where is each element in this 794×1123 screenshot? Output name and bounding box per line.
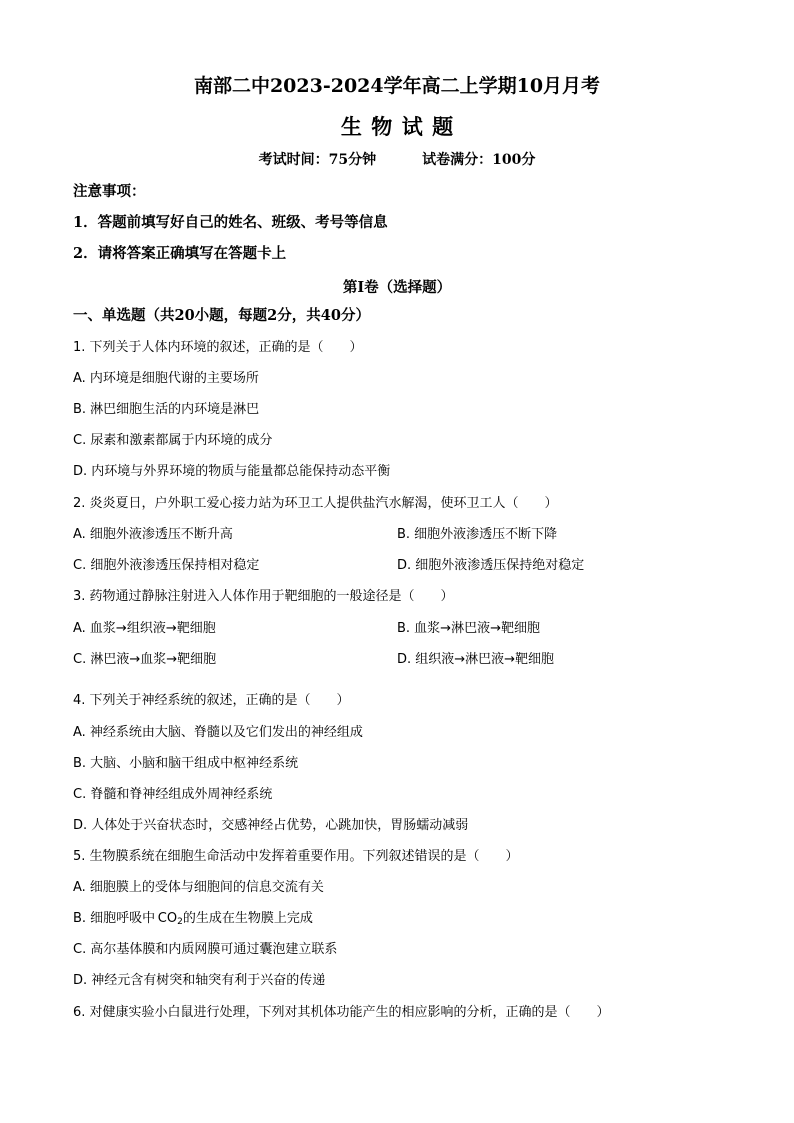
question-2-option-c: C. 细胞外液渗透压保持相对稳定: [73, 558, 260, 573]
notice-item-2: 2．请将答案正确填写在答题卡上: [73, 245, 287, 262]
question-3-option-b: B. 血浆→淋巴液→靶细胞: [397, 621, 540, 636]
question-6-stem: 6. 对健康实验小白鼠进行处理，下列对其机体功能产生的相应影响的分析，正确的是（ ）: [73, 1005, 610, 1020]
question-2-option-a: A. 细胞外液渗透压不断升高: [73, 527, 233, 542]
subject-title: 生物试题: [340, 114, 463, 139]
question-3-option-a: A. 血浆→组织液→靶细胞: [73, 621, 216, 636]
question-5-option-d: D. 神经元含有树突和轴突有利于兴奋的传递: [73, 973, 326, 988]
question-4-option-d: D. 人体处于兴奋状态时，交感神经占优势，心跳加快，胃肠蠕动减弱: [73, 818, 469, 833]
co2-subscript: 2: [177, 917, 183, 927]
question-1-stem: 1. 下列关于人体内环境的叙述，正确的是（ ）: [73, 340, 363, 355]
question-5-stem: 5. 生物膜系统在细胞生命活动中发挥着重要作用。下列叙述错误的是（ ）: [73, 849, 519, 864]
question-3-stem: 3. 药物通过静脉注射进入人体作用于靶细胞的一般途径是（ ）: [73, 589, 454, 604]
question-2-option-d: D. 细胞外液渗透压保持绝对稳定: [397, 558, 585, 573]
exam-title: 南部二中2023-2024学年高二上学期10月月考: [193, 75, 601, 97]
question-4-stem: 4. 下列关于神经系统的叙述，正确的是（ ）: [73, 693, 350, 708]
question-1-option-a: A. 内环境是细胞代谢的主要场所: [73, 371, 259, 386]
section-heading: 一、单选题（共20小题，每题2分，共40分）: [73, 307, 370, 324]
question-3-option-d: D. 组织液→淋巴液→靶细胞: [397, 652, 555, 667]
question-5-option-b: [73, 910, 313, 931]
exam-time: 考试时间：75分钟: [258, 152, 377, 168]
exam-meta: [0, 149, 794, 169]
notice-heading: 注意事项：: [73, 183, 146, 200]
co2-formula: CO: [157, 911, 178, 926]
exam-score: 试卷满分：100分: [422, 152, 536, 168]
question-4-option-b: B. 大脑、小脑和脑干组成中枢神经系统: [73, 756, 299, 771]
question-4-option-a: A. 神经系统由大脑、脊髓以及它们发出的神经组成: [73, 725, 363, 740]
question-1-option-d: D. 内环境与外界环境的物质与能量都总能保持动态平衡: [73, 464, 391, 479]
question-5-option-a: A. 细胞膜上的受体与细胞间的信息交流有关: [73, 880, 324, 895]
question-5-option-b-head: B. 细胞呼吸中: [73, 911, 156, 926]
question-1-option-c: C. 尿素和激素都属于内环境的成分: [73, 433, 273, 448]
question-5-option-b-tail: 的生成在生物膜上完成: [182, 911, 313, 926]
question-2-option-b: B. 细胞外液渗透压不断下降: [397, 527, 558, 542]
question-2-stem: 2. 炎炎夏日，户外职工爱心接力站为环卫工人提供盐汽水解渴，使环卫工人（ ）: [73, 496, 558, 511]
question-3-option-c: C. 淋巴液→血浆→靶细胞: [73, 652, 217, 667]
part-label: 第I卷（选择题）: [342, 279, 452, 296]
question-5-option-c: C. 高尔基体膜和内质网膜可通过囊泡建立联系: [73, 942, 338, 957]
question-1-option-b: B. 淋巴细胞生活的内环境是淋巴: [73, 402, 260, 417]
question-4-option-c: C. 脊髓和脊神经组成外周神经系统: [73, 787, 273, 802]
notice-item-1: 1．答题前填写好自己的姓名、班级、考号等信息: [73, 214, 388, 231]
